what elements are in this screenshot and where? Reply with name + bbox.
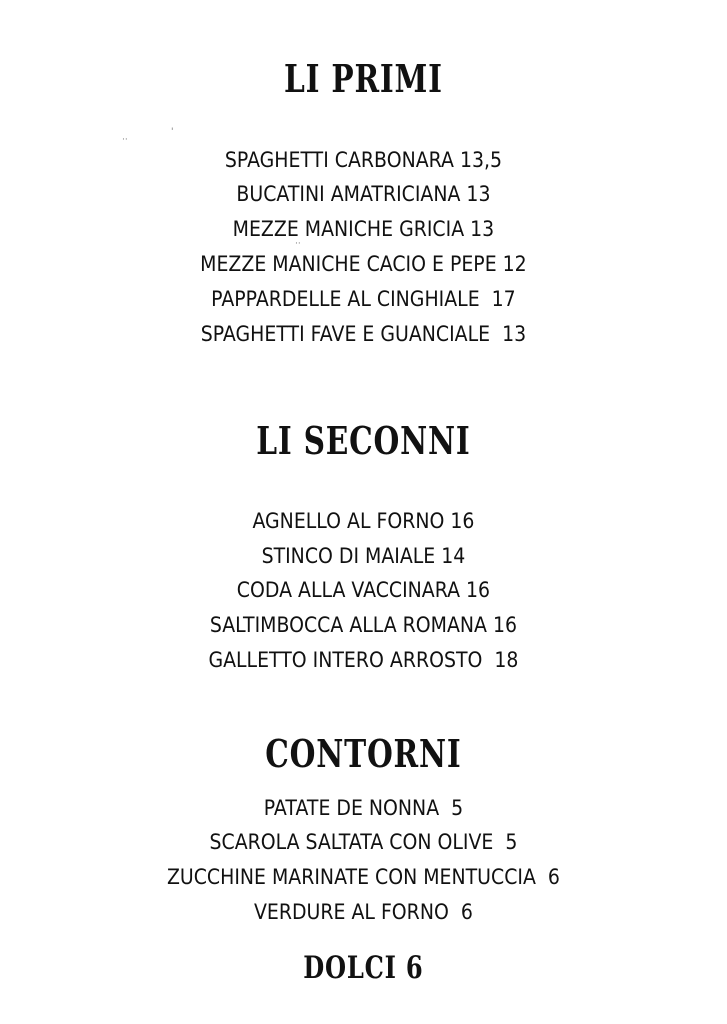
section-title-dolci: DOLCI 6 [303, 950, 424, 986]
section-title-secondi: LI SECONNI [256, 418, 471, 463]
menu-item: SPAGHETTI FAVE E GUANCIALE 13 [200, 322, 527, 346]
menu-item: MEZZE MANICHE GRICIA 13 [232, 217, 495, 241]
menu-item: SPAGHETTI CARBONARA 13,5 [224, 148, 503, 172]
menu-item: BUCATINI AMATRICIANA 13 [236, 182, 491, 206]
menu-item: SALTIMBOCCA ALLA ROMANA 16 [209, 613, 518, 637]
menu-item: CODA ALLA VACCINARA 16 [236, 578, 491, 602]
menu-item: SCAROLA SALTATA CON OLIVE 5 [209, 830, 518, 854]
section-title-primi: LI PRIMI [284, 56, 443, 101]
menu-item: MEZZE MANICHE CACIO E PEPE 12 [200, 252, 527, 276]
section-title-contorni: CONTORNI [265, 731, 462, 776]
menu-item: VERDURE AL FORNO 6 [254, 900, 473, 924]
menu-item: ZUCCHINE MARINATE CON MENTUCCIA 6 [166, 865, 560, 889]
scan-speck: ·· [122, 135, 128, 145]
scan-speck: ·· [295, 239, 301, 249]
scan-speck: ' [171, 127, 174, 137]
menu-item: GALLETTO INTERO ARROSTO 18 [208, 648, 519, 672]
menu-item: AGNELLO AL FORNO 16 [252, 509, 475, 533]
menu-item: PAPPARDELLE AL CINGHIALE 17 [211, 287, 516, 311]
menu-item: STINCO DI MAIALE 14 [261, 544, 466, 568]
menu-item: PATATE DE NONNA 5 [263, 796, 464, 820]
